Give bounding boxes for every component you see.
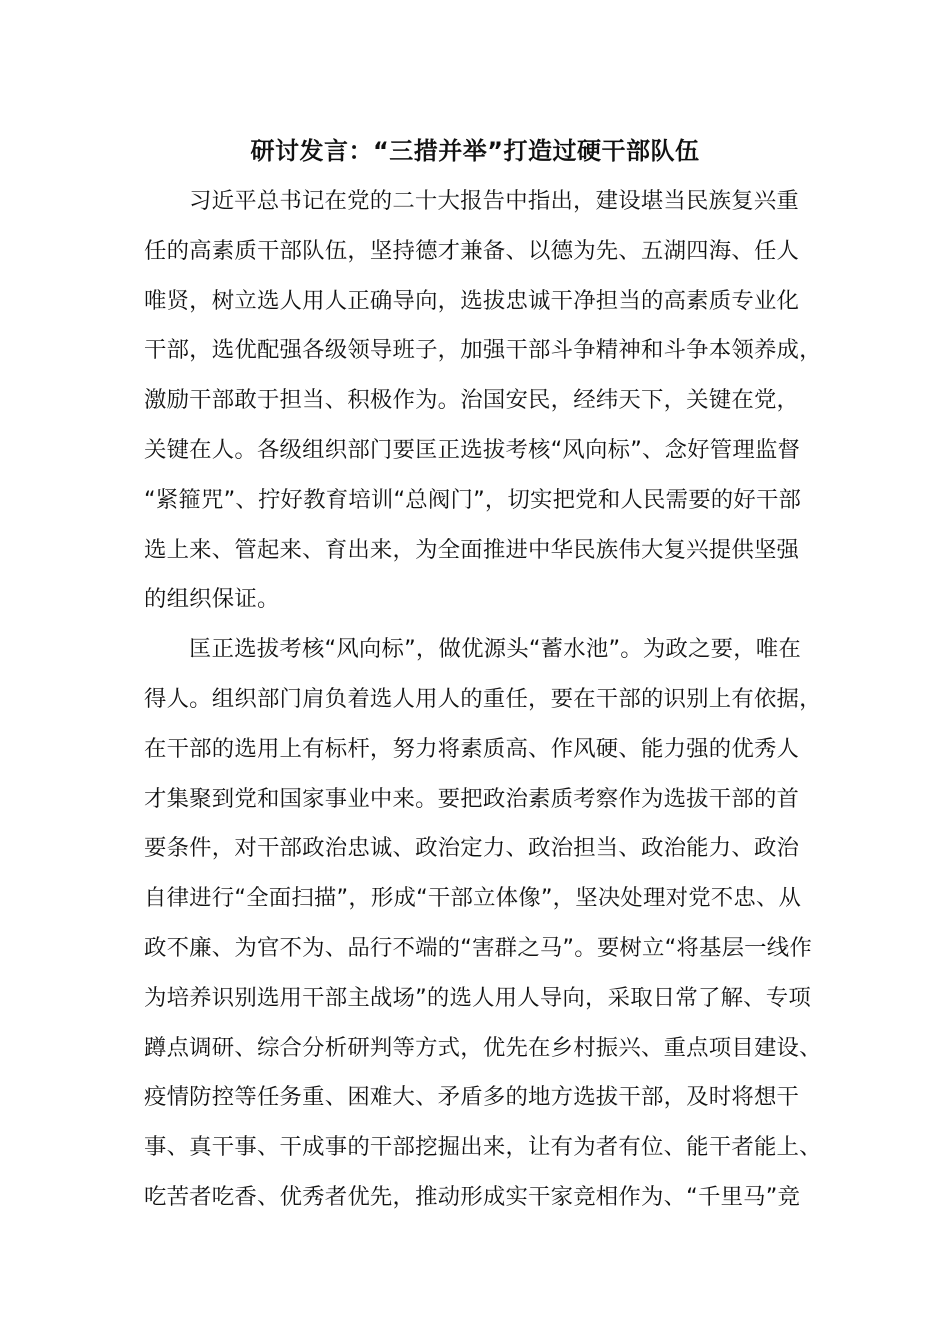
paragraph-line: 匡正选拔考核“风向标”，做优源头“蓄水池”。为政之要，唯在 xyxy=(189,636,801,663)
paragraph-line: 疫情防控等任务重、困难大、矛盾多的地方选拔干部，及时将想干 xyxy=(144,1084,800,1111)
paragraph-line: 蹲点调研、综合分析研判等方式，优先在乡村振兴、重点项目建设、 xyxy=(144,1034,822,1061)
paragraph-line: 习近平总书记在党的二十大报告中指出，建设堪当民族复兴重 xyxy=(189,188,799,214)
paragraph-line: 政不廉、为官不为、品行不端的“害群之马”。要树立“将基层一线作 xyxy=(144,934,812,961)
paragraph-line: 事、真干事、干成事的干部挖掘出来，让有为者有位、能干者能上、 xyxy=(144,1134,822,1161)
paragraph-line: 自律进行“全面扫描”，形成“干部立体像”，坚决处理对党不忠、从 xyxy=(144,885,802,912)
document-title: 研讨发言：“三措并举”打造过硬干部队伍 xyxy=(250,137,700,165)
paragraph-line: 选上来、管起来、育出来，为全面推进中华民族伟大复兴提供坚强 xyxy=(144,536,800,563)
paragraph-line: 在干部的选用上有标杆，努力将素质高、作风硬、能力强的优秀人 xyxy=(144,735,800,762)
paragraph-line: 才集聚到党和国家事业中来。要把政治素质考察作为选拔干部的首 xyxy=(144,785,800,812)
paragraph-line: 唯贤，树立选人用人正确导向，选拔忠诚干净担当的高素质专业化 xyxy=(144,287,800,314)
paragraph-line: 干部，选优配强各级领导班子，加强干部斗争精神和斗争本领养成， xyxy=(144,337,822,364)
document-body xyxy=(144,180,824,1226)
paragraph-line: 任的高素质干部队伍，坚持德才兼备、以德为先、五湖四海、任人 xyxy=(144,237,800,264)
paragraph-line: “紧箍咒”、拧好教育培训“总阀门”，切实把党和人民需要的好干部 xyxy=(144,486,802,513)
paragraph-line: 要条件，对干部政治忠诚、政治定力、政治担当、政治能力、政治 xyxy=(144,835,800,862)
paragraph-line: 关键在人。各级组织部门要匡正选拔考核“风向标”、念好管理监督 xyxy=(144,436,801,463)
paragraph-line: 激励干部敢于担当、积极作为。治国安民，经纬天下，关键在党， xyxy=(144,387,800,414)
paragraph-line: 的组织保证。 xyxy=(144,586,280,613)
paragraph-line: 为培养识别选用干部主战场”的选人用人导向，采取日常了解、专项 xyxy=(144,984,811,1011)
paragraph-line: 得人。组织部门肩负着选人用人的重任，要在干部的识别上有依据， xyxy=(144,685,822,712)
paragraph-line: 吃苦者吃香、优秀者优先，推动形成实干家竞相作为、“千里马”竞 xyxy=(144,1183,801,1210)
